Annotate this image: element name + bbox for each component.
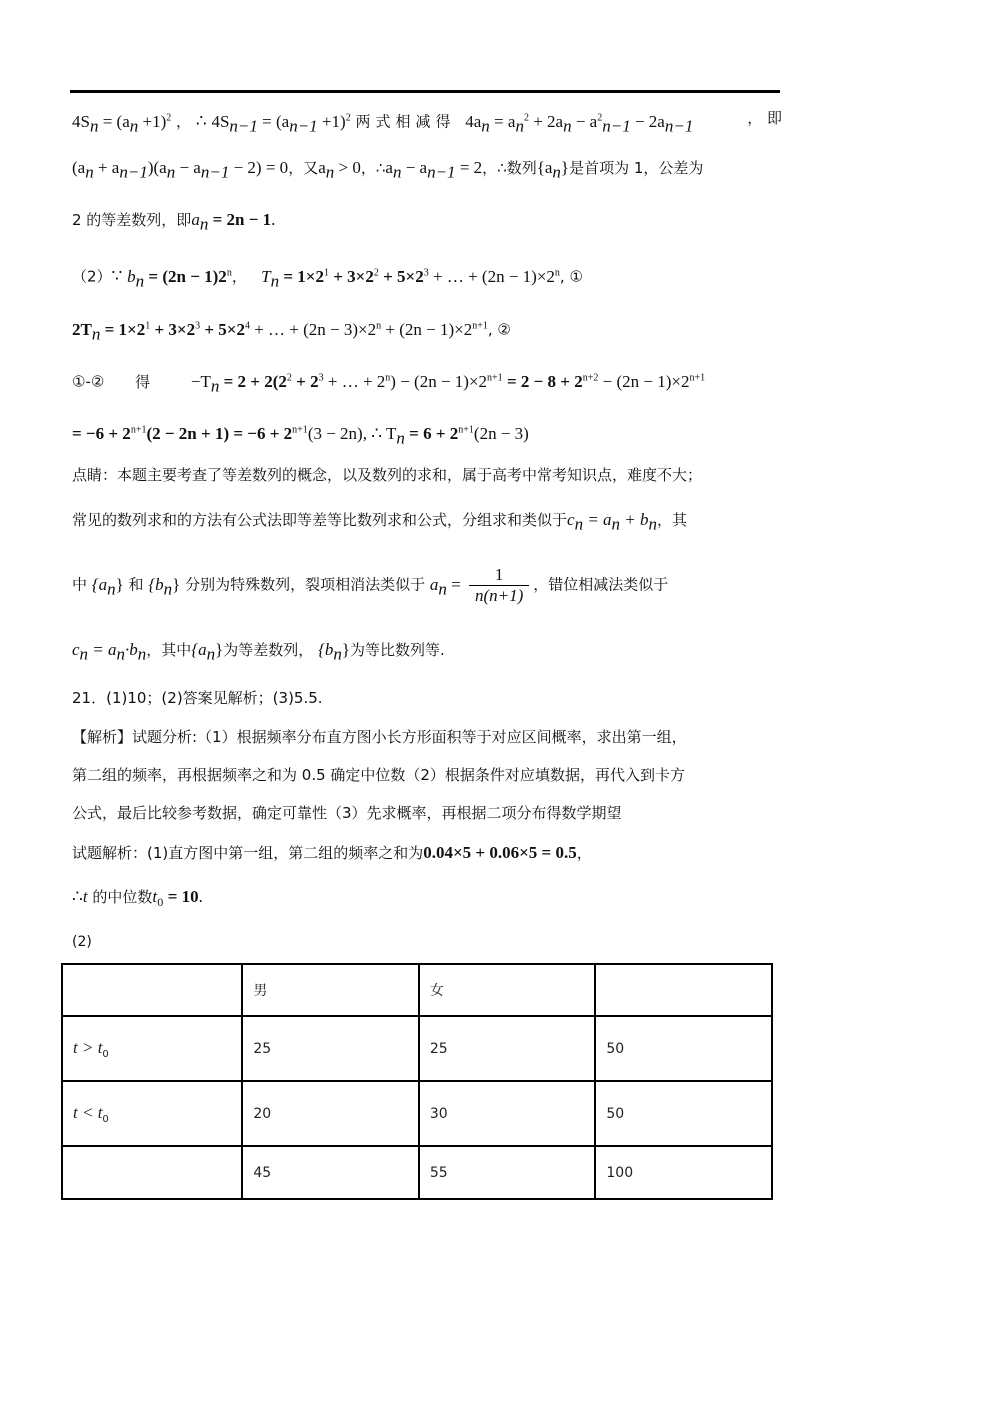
table-header-cell <box>595 964 772 1016</box>
table-row-label: $t < t_0$ <box>62 1081 242 1146</box>
table-cell: 20 <box>242 1081 419 1146</box>
table-header-cell: 女 <box>419 964 596 1016</box>
table-cell: 55 <box>419 1146 596 1199</box>
table-row <box>62 1016 772 1081</box>
table-header-cell <box>62 964 242 1016</box>
comment-line-1: 点睛：本题主要考查了等差数列的概念，以及数列的求和，属于高考中常考知识点，难度不大； <box>72 466 703 484</box>
q21-analysis-3: 公式，最后比较参考数据，确定可靠性（3）先求概率，再根据二项分布得数学期望 <box>72 804 622 822</box>
part2-line-1: （2）∵ $b_n = (2n - 1)2^n$， $T_n = 1\times 2^1 + 3\times 2^2 + 5\times 2^3$ + … + $(2n - 1)\times 2^n$, ① <box>72 266 583 291</box>
part2-line-2: $2T_n = 1\times 2^1 + 3\times 2^3 + 5\times 2^4$ + … + $(2n - 3)\times 2^n + (2n - 1)\times 2^{n+1}$, ② <box>72 319 511 344</box>
table-cell: 50 <box>595 1016 772 1081</box>
table-header-cell: 男 <box>242 964 419 1016</box>
fraction: $\frac{1}{n(n+1)}$ <box>469 565 529 606</box>
table-row-label <box>62 1146 242 1199</box>
table-cell: 30 <box>419 1081 596 1146</box>
derivation-line-3: 2 的等差数列，即$a_n = 2n - 1$. <box>72 210 276 234</box>
contingency-table <box>61 963 773 1200</box>
table-row <box>62 1081 772 1146</box>
table-cell: 50 <box>595 1081 772 1146</box>
q21-analysis-2: 第二组的频率，再根据频率之和为 0.5 确定中位数（2）根据条件对应填数据，再代入到卡方 <box>72 766 685 784</box>
table-cell: 25 <box>242 1016 419 1081</box>
comment-line-2: 常见的数列求和的方法有公式法即等差等比数列求和公式，分组求和类似于$c_n = a_n + b_n$，其 <box>72 510 688 534</box>
derivation-line-2: $(a_n + a_{n-1})(a_n - a_{n-1} - 2) = 0$，又$a_n > 0$，$\therefore a_n - a_{n-1} = 2$，∴数列$\{a_n\}$是首项为 1，公差为 <box>72 158 704 182</box>
table-cell: 45 <box>242 1146 419 1199</box>
q21-part2-label: (2) <box>72 934 92 950</box>
table-cell: 25 <box>419 1016 596 1081</box>
table-cell: 100 <box>595 1146 772 1199</box>
header-rule <box>70 90 780 93</box>
table-header-row <box>62 964 772 1016</box>
q21-solution: 试题解析：(1)直方图中第一组，第二组的频率之和为0.04×5 + 0.06×5 = 0.5， <box>72 843 592 862</box>
comment-line-4: $c_n = a_n\cdot b_n$，其中$\{a_n\}$为等差数列， $\{b_n\}$为等比数列等. <box>72 640 445 664</box>
part2-line-4: = $-6 + 2^{n+1}(2 - 2n + 1) = -6 + 2^{n+1}(3 - 2n)$, ∴ $T_n = 6 + 2^{n+1}(2n - 3)$ <box>72 423 529 448</box>
comment-line-3: 中 $\{a_n\}$ 和 $\{b_n\}$ 分别为特殊数列，裂项相消法类似于 $a_n$ = $\frac{1}{n(n+1)}$ ，错位相减法类似于 <box>72 565 669 605</box>
table-row <box>62 1146 772 1199</box>
derivation-line-1: $4S_n = (a_n +1)^2$ ， ∴ $4S_{n-1} = (a_{n-1} +1)^2$ 两式相减得 $4a_n = a_n^2 + 2a_n - a^2_{n-1} - 2a_{n-1}$ ， 即 <box>72 109 782 136</box>
part2-line-3: ①-② 得 $-T_n = 2 + 2(2^2 + 2^3$ + … + $2^n) - (2n - 1)\times 2^{n+1} = 2 - 8 + 2^{n+2} - (2n - 1)\times 2^{n+1}$ <box>72 371 706 396</box>
q21-answer: 21．(1)10；(2)答案见解析；(3)5.5. <box>72 689 323 707</box>
table-row-label: $t > t_0$ <box>62 1016 242 1081</box>
q21-median: ∴t 的中位数$t_0 = 10$. <box>72 887 203 909</box>
q21-analysis-1: 【解析】试题分析:（1）根据频率分布直方图小长方形面积等于对应区间概率，求出第一组， <box>72 728 687 746</box>
